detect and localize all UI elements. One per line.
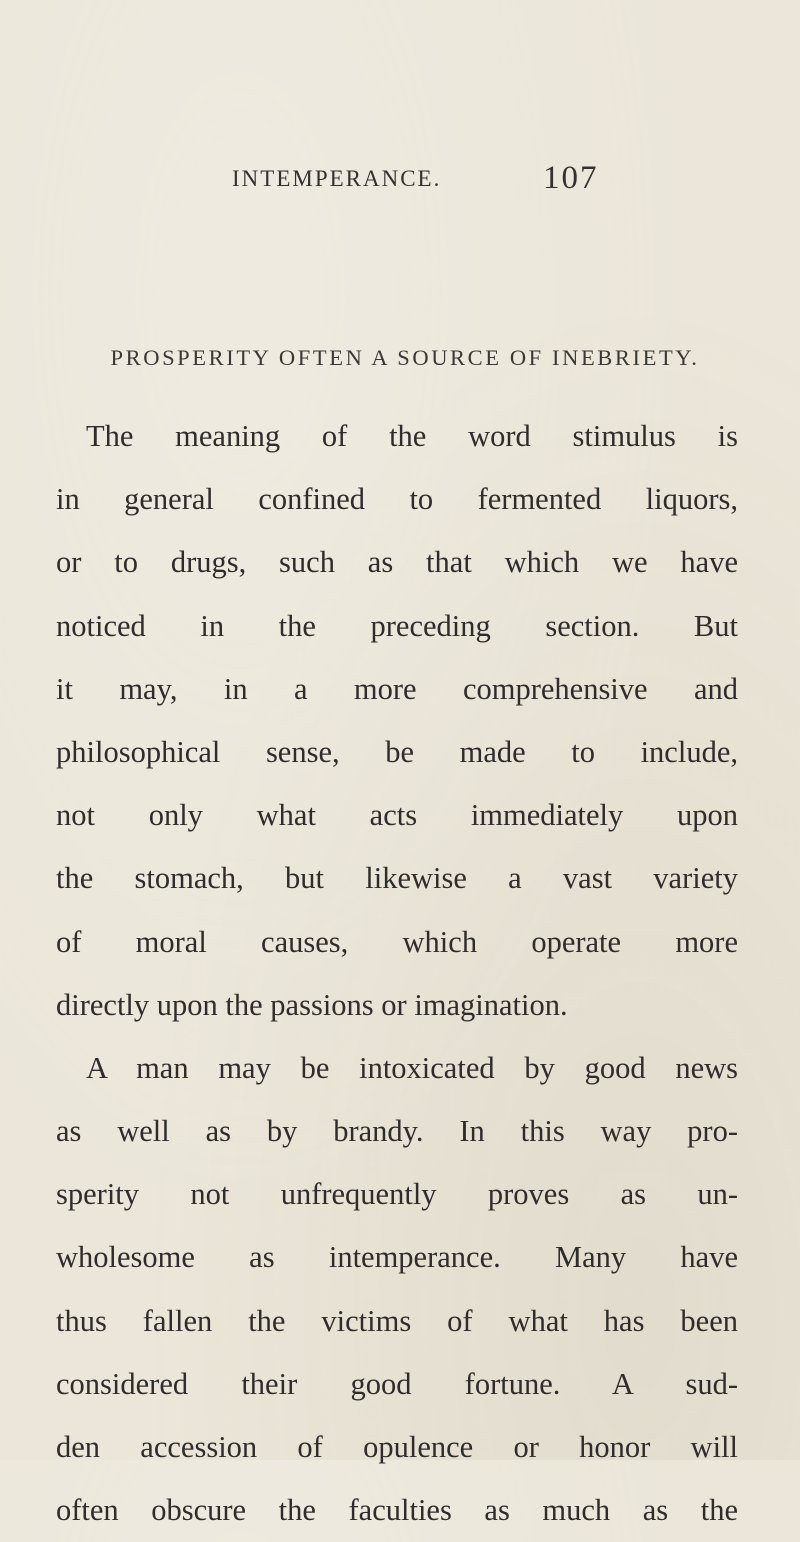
text-line: wholesome as intemperance. Many have	[56, 1240, 738, 1275]
text-line: or to drugs, such as that which we have	[56, 545, 738, 580]
text-line: thus fallen the victims of what has been	[56, 1303, 738, 1338]
text-line: often obscure the faculties as much as the	[56, 1493, 738, 1528]
text-line: it may, in a more comprehensive and	[56, 671, 738, 706]
page-number: 107	[543, 160, 599, 196]
text-line: directly upon the passions or imagination.	[56, 987, 568, 1022]
text-line: in general confined to fermented liquors,	[56, 482, 738, 517]
running-title: INTEMPERANCE.	[232, 166, 442, 191]
body-paragraph	[56, 405, 738, 1542]
text-line: as well as by brandy. In this way pro-	[56, 1114, 738, 1149]
text-line: noticed in the preceding section. But	[56, 608, 738, 643]
section-heading: PROSPERITY OFTEN A SOURCE OF INEBRIETY.	[110, 345, 700, 370]
text-line: the stomach, but likewise a vast variety	[56, 861, 738, 896]
text-line: of moral causes, which operate more	[56, 924, 738, 959]
text-line: The meaning of the word stimulus is	[86, 419, 738, 453]
text-line: considered their good fortune. A sud-	[56, 1366, 738, 1401]
text-line: not only what acts immediately upon	[56, 798, 738, 833]
text-line: sperity not unfrequently proves as un-	[56, 1177, 738, 1212]
text-line: den accession of opulence or honor will	[56, 1430, 738, 1464]
text-line: philosophical sense, be made to include,	[56, 734, 738, 769]
running-head	[232, 160, 722, 200]
text-line: A man may be intoxicated by good news	[86, 1050, 738, 1085]
